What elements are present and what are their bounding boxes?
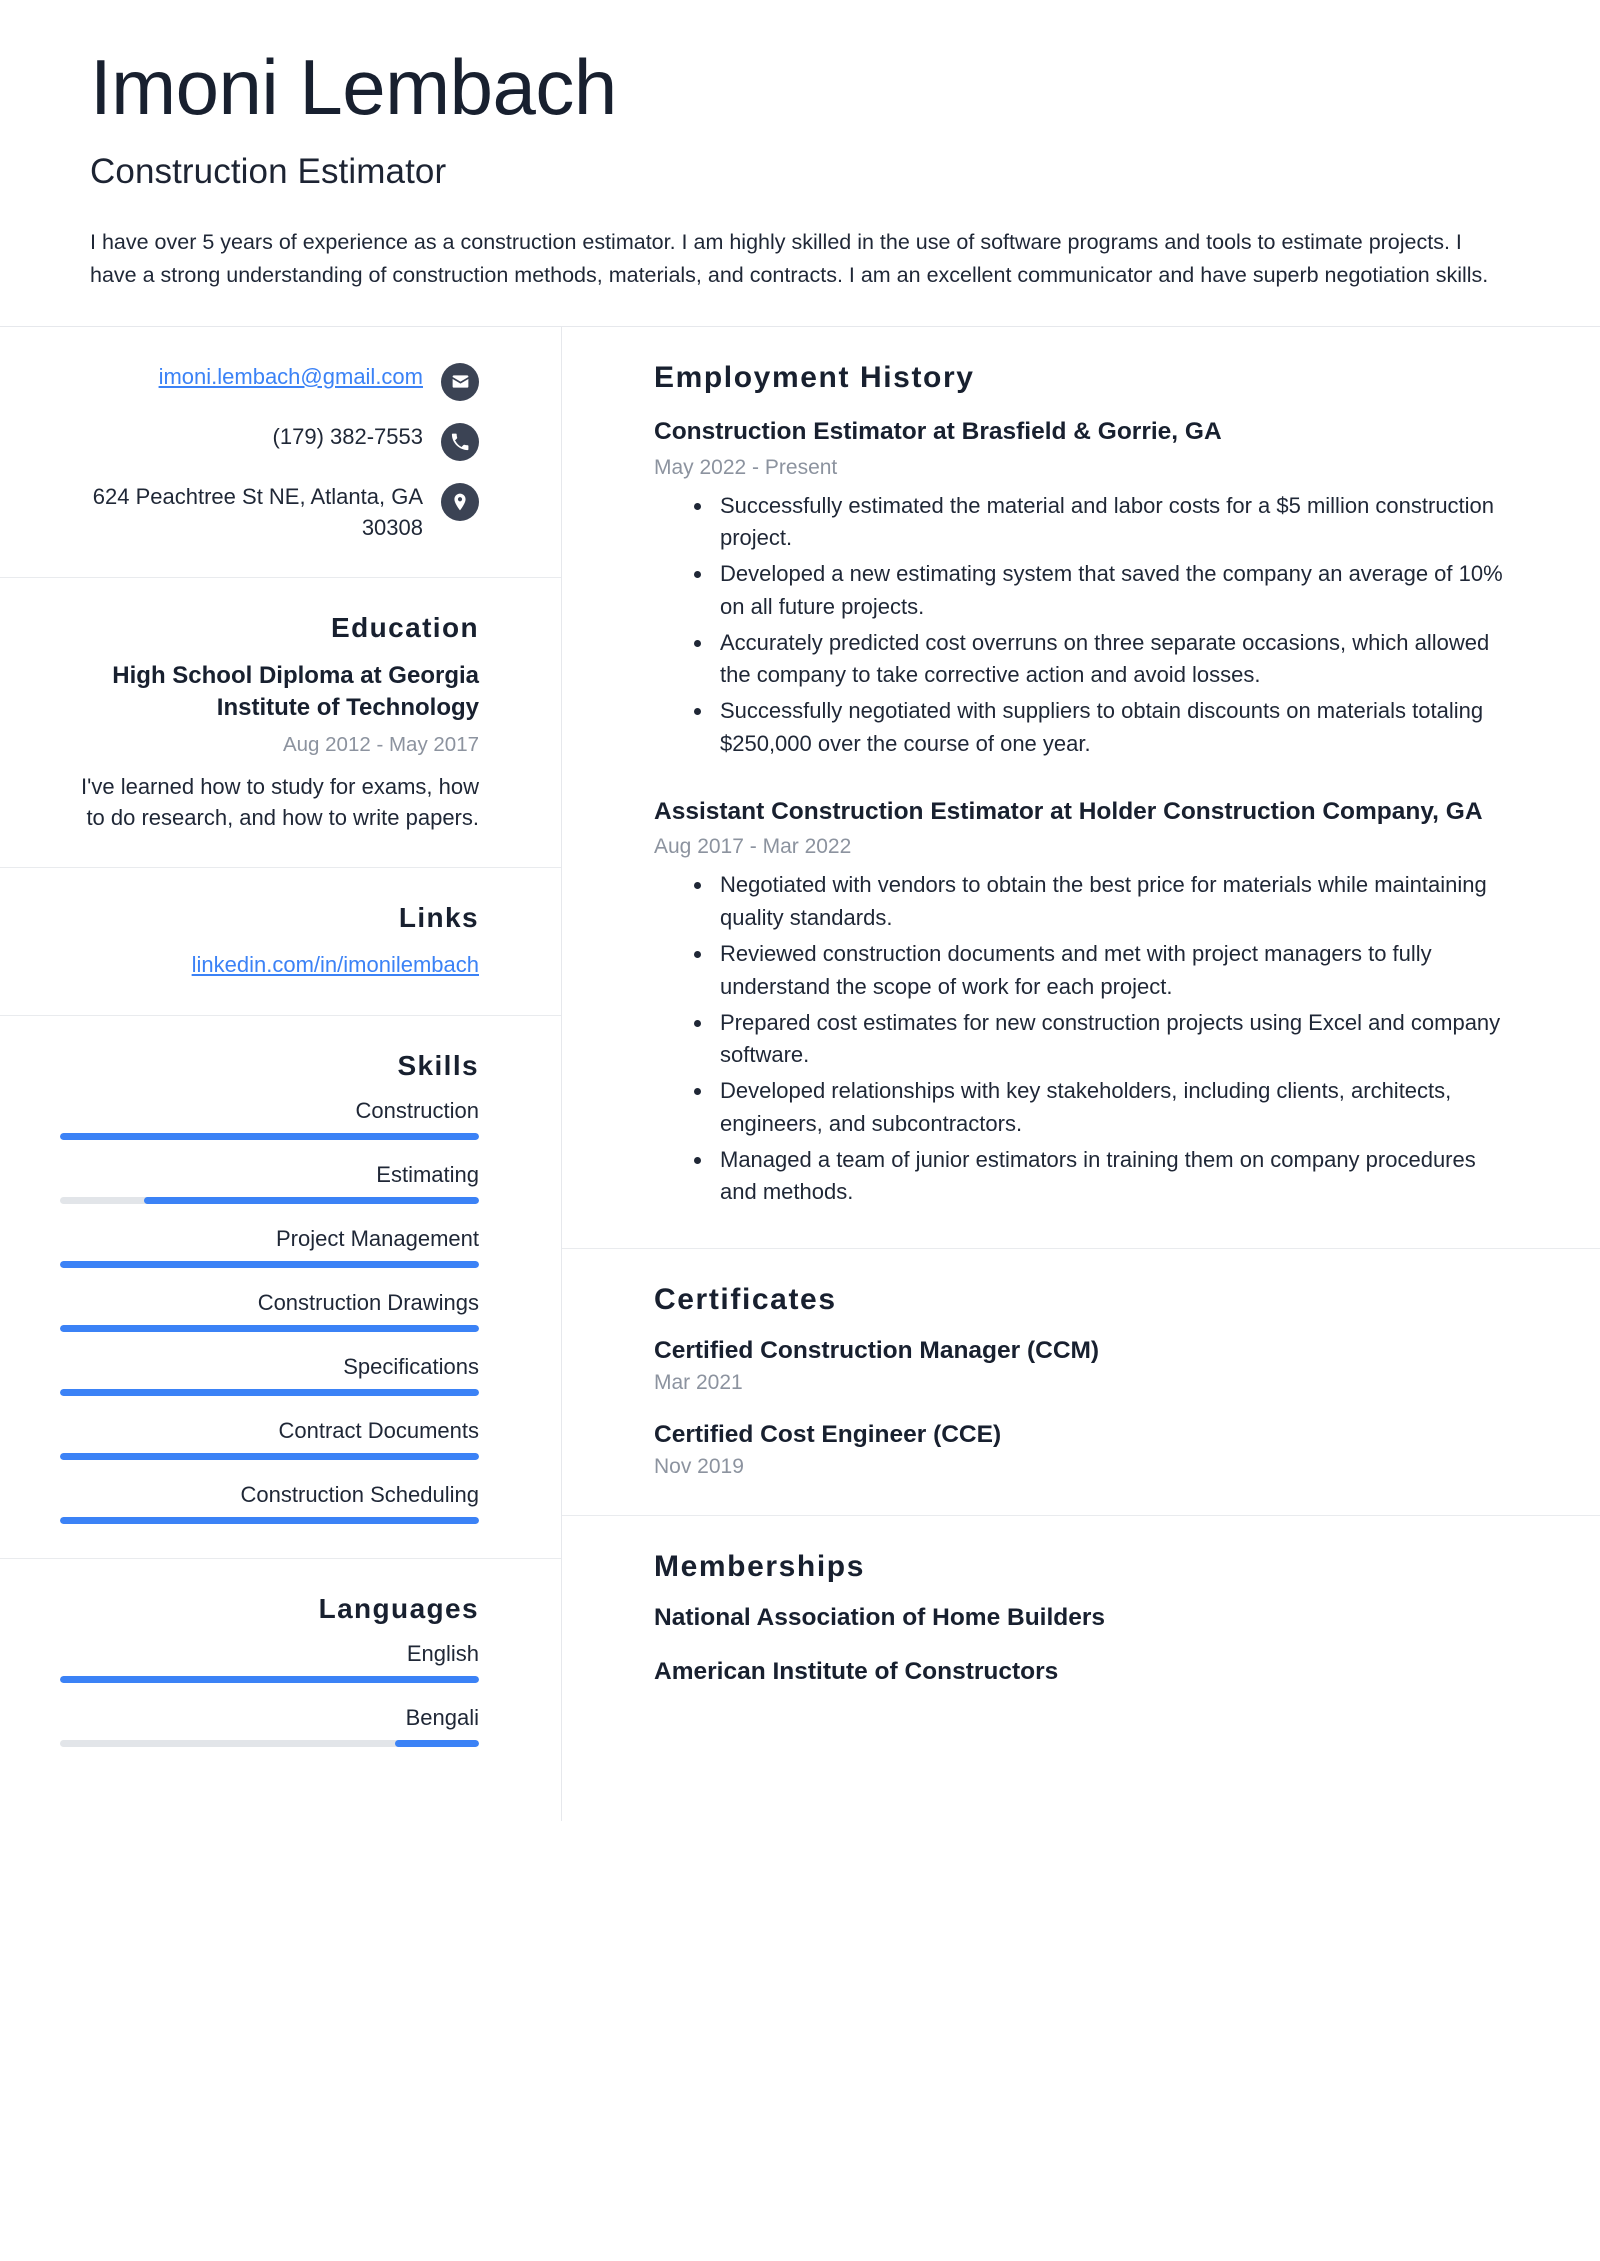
linkedin-link[interactable]: linkedin.com/in/imonilembach (191, 952, 479, 978)
memberships-heading: Memberships (654, 1550, 865, 1584)
page-title: Imoni Lembach (90, 43, 617, 131)
skill-item (60, 1162, 479, 1204)
resume-body (0, 327, 1600, 1821)
skill-bar-fill (60, 1133, 479, 1140)
skill-item (60, 1226, 479, 1268)
sidebar (0, 327, 562, 1821)
employment-history-section (562, 327, 1600, 1249)
email-link[interactable]: imoni.lembach@gmail.com (158, 363, 423, 389)
skill-bar-track (60, 1389, 479, 1396)
skill-bar-fill (144, 1197, 479, 1204)
skill-item (60, 1354, 479, 1396)
list-item: Accurately predicted cost overruns on three separate occasions, which allowed the company to take corrective action and avoid losses. (694, 627, 1518, 693)
language-bar-fill (60, 1676, 479, 1683)
certificates-heading: Certificates (654, 1283, 837, 1317)
skill-label: Construction (355, 1097, 479, 1123)
certificate-date: Mar 2021 (654, 1371, 743, 1395)
skill-bar-track (60, 1261, 479, 1268)
list-item: Developed relationships with key stakeholders, including clients, architects, engineers, and subcontractors. (694, 1075, 1518, 1141)
job-entry-title: Construction Estimator at Brasfield & Gorrie, GA (654, 417, 1222, 445)
phone-icon (441, 423, 479, 461)
skill-bar-track (60, 1197, 479, 1204)
language-label: Bengali (405, 1704, 479, 1730)
job-bullet-list (654, 869, 1518, 1209)
language-bar-track (60, 1740, 479, 1747)
job-entry-title: Assistant Construction Estimator at Holder Construction Company, GA (654, 797, 1483, 825)
membership-entry: American Institute of Constructors (654, 1658, 1059, 1686)
list-item: Successfully negotiated with suppliers to obtain discounts on materials totaling $250,000 over the course of one year. (694, 695, 1518, 761)
education-entry (60, 660, 479, 833)
membership-entry: National Association of Home Builders (654, 1604, 1106, 1632)
list-item: Developed a new estimating system that saved the company an average of 10% on all future projects. (694, 558, 1518, 624)
links-heading: Links (398, 902, 479, 934)
skill-bar-track (60, 1133, 479, 1140)
language-bar-track (60, 1676, 479, 1683)
language-bar-fill (395, 1740, 479, 1747)
job-entry-date: May 2022 - Present (654, 455, 838, 479)
certificate-date: Nov 2019 (654, 1455, 744, 1479)
certificates-section (562, 1249, 1600, 1516)
memberships-section (562, 1516, 1600, 1722)
education-description: I've learned how to study for exams, how to do research, and how to write papers. (81, 773, 479, 830)
map-pin-icon (441, 483, 479, 521)
education-title: High School Diploma at Georgia Institute of Technology (112, 662, 479, 722)
language-item (60, 1705, 479, 1747)
job-entry (654, 415, 1518, 761)
links-section (0, 868, 561, 1016)
skill-item (60, 1290, 479, 1332)
skill-bar-track (60, 1517, 479, 1524)
phone-value: (179) 382-7553 (272, 423, 423, 449)
main-content (562, 327, 1600, 1821)
education-heading: Education (331, 612, 479, 644)
job-title: Construction Estimator (90, 151, 447, 191)
skill-label: Estimating (376, 1161, 479, 1187)
language-label: English (406, 1640, 479, 1666)
list-item: Negotiated with vendors to obtain the best price for materials while maintaining quality standards. (694, 869, 1518, 935)
job-entry-date: Aug 2017 - Mar 2022 (654, 835, 852, 859)
skill-bar-fill (60, 1389, 479, 1396)
job-bullet-list (654, 490, 1518, 761)
list-item: Prepared cost estimates for new construction projects using Excel and company software. (694, 1007, 1518, 1073)
skill-bar-track (60, 1325, 479, 1332)
job-entry (654, 795, 1518, 1209)
skill-bar-fill (60, 1325, 479, 1332)
email-value[interactable] (60, 361, 423, 392)
languages-section (0, 1559, 561, 1781)
skill-label: Contract Documents (278, 1417, 479, 1443)
professional-summary: I have over 5 years of experience as a construction estimator. I am highly skilled in the use of software programs and tools to estimate projects. I have a strong understanding of construction methods, materials, and contracts. I am an excellent communicator and have superb negotiation skills. (90, 229, 1489, 287)
skill-bar-fill (60, 1261, 479, 1268)
skills-section (0, 1016, 561, 1559)
list-item[interactable] (60, 950, 479, 981)
skill-bar-fill (60, 1453, 479, 1460)
skill-label: Project Management (276, 1225, 479, 1251)
resume-header (0, 0, 1600, 326)
envelope-icon (441, 363, 479, 401)
certificate-name: Certified Cost Engineer (CCE) (654, 1421, 1002, 1449)
employment-history-heading: Employment History (654, 360, 975, 394)
certificate-name: Certified Construction Manager (CCM) (654, 1337, 1100, 1365)
certificate-entry (654, 1421, 1518, 1479)
list-item: Reviewed construction documents and met with project managers to fully understand the scope of work for each project. (694, 938, 1518, 1004)
skill-bar-track (60, 1453, 479, 1460)
language-item (60, 1641, 479, 1683)
education-date: Aug 2012 - May 2017 (282, 732, 479, 756)
skill-label: Specifications (343, 1353, 479, 1379)
contact-row-email[interactable] (60, 361, 479, 401)
contact-row-phone[interactable] (60, 421, 479, 461)
skill-item (60, 1418, 479, 1460)
skill-label: Construction Scheduling (240, 1481, 479, 1507)
skill-bar-fill (60, 1517, 479, 1524)
list-item: Managed a team of junior estimators in training them on company procedures and methods. (694, 1144, 1518, 1210)
skill-item (60, 1482, 479, 1524)
languages-heading: Languages (318, 1592, 479, 1624)
certificate-entry (654, 1337, 1518, 1395)
contact-section (0, 327, 561, 578)
skill-item (60, 1098, 479, 1140)
education-section (0, 578, 561, 868)
skills-heading: Skills (397, 1049, 479, 1081)
contact-row-address (60, 481, 479, 543)
skill-label: Construction Drawings (257, 1289, 479, 1315)
list-item: Successfully estimated the material and labor costs for a $5 million construction project. (694, 490, 1518, 556)
address-value: 624 Peachtree St NE, Atlanta, GA 30308 (92, 483, 423, 540)
